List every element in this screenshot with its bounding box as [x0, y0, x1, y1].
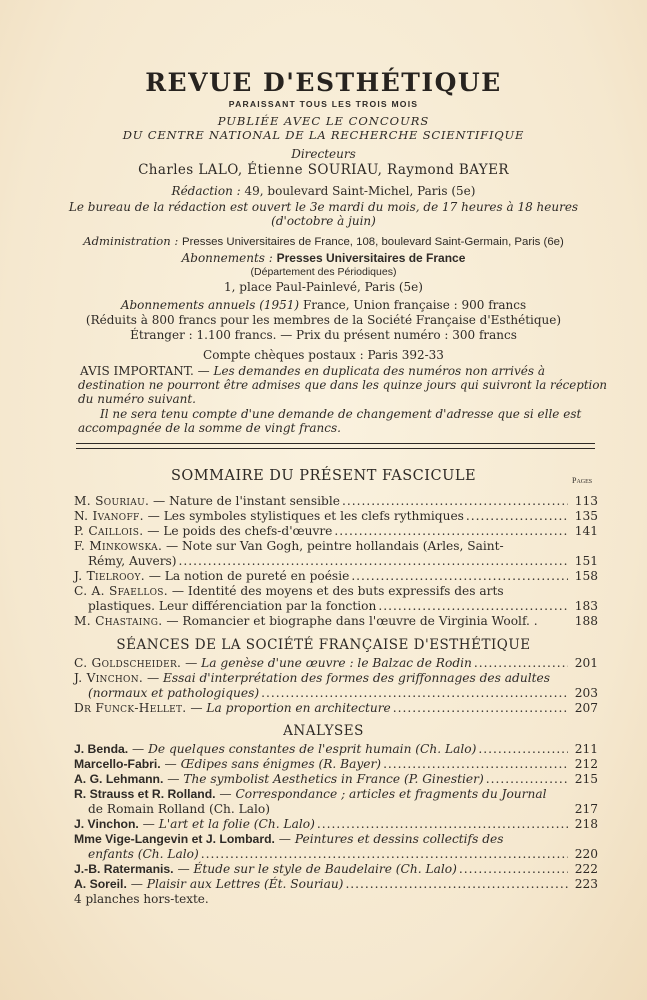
toc-title-cont: de Romain Rolland (Ch. Lalo) [88, 802, 270, 816]
toc-page: 151 [574, 554, 598, 568]
toc-author: J.-B. Ratermanis. [74, 862, 174, 876]
published-line-2: DU CENTRE NATIONAL DE LA RECHERCHE SCIENTIFIQUE [122, 128, 525, 142]
seances-heading: SÉANCES DE LA SOCIÉTÉ FRANÇAISE D'ESTHÉTIQUE [116, 637, 531, 653]
avis-label: AVIS IMPORTANT. — [80, 364, 214, 378]
toc-page: 215 [574, 772, 598, 786]
toc-entry [74, 787, 598, 817]
toc-entry [74, 817, 598, 832]
toc-leader [201, 847, 568, 862]
toc-entry [74, 524, 598, 539]
annual-label: Abonnements annuels (1951) [120, 298, 300, 312]
toc-entry [74, 584, 598, 614]
toc-author: Marcello-Fabri. [74, 757, 161, 771]
toc-author: A. G. Lehmann. [74, 772, 164, 786]
toc-author: M. Chastaing. [74, 614, 163, 628]
toc-title: — Le poids des chefs-d'œuvre [143, 524, 333, 538]
frequency-line: PARAISSANT TOUS LES TROIS MOIS [228, 99, 419, 109]
administration-label: Administration : [83, 234, 183, 248]
toc-author: C. Goldscheider. [74, 656, 182, 670]
postal-line: Compte chèques postaux : Paris 392-33 [203, 348, 444, 362]
sommaire-heading: SOMMAIRE DU PRÉSENT FASCICULE [170, 468, 477, 484]
avis-line-2: destination ne pourront être admises que dans les quinze jours qui suivront la réception [78, 378, 608, 392]
toc-leader [334, 524, 568, 539]
toc-leader [459, 862, 568, 877]
toc-leader [179, 554, 568, 569]
toc-author: J. Tielrooy. [74, 569, 145, 583]
administration-line [0, 234, 647, 248]
divider-rule-top [76, 443, 595, 444]
avis-line-3: du numéro suivant. [78, 392, 196, 406]
analyses-heading: ANALYSES [283, 723, 364, 739]
toc-leader [478, 742, 568, 757]
avis-line-1 [80, 364, 545, 378]
toc-author: N. Ivanoff. [74, 509, 144, 523]
toc-page: 201 [574, 656, 598, 670]
toc-entry [74, 772, 598, 787]
avis-line-4: Il ne sera tenu compte d'une demande de changement d'adresse que si elle est [100, 407, 582, 421]
toc-page: 113 [574, 494, 598, 508]
toc-page: 188 [574, 614, 598, 628]
toc-entry [74, 569, 598, 584]
toc-page: 222 [574, 862, 598, 876]
toc-page: 183 [574, 599, 598, 613]
toc-entry [74, 701, 598, 716]
toc-author: P. Caillois. [74, 524, 144, 538]
toc-author: J. Vinchon. [74, 817, 139, 831]
toc-title-cont: (normaux et pathologiques) [88, 686, 260, 700]
abonnements-line [0, 251, 647, 265]
toc-author: Dr Funck-Hellet. [74, 701, 187, 715]
administration-address: Presses Universitaires de France, 108, boulevard Saint-Germain, Paris (6e) [182, 236, 564, 248]
toc-author: A. Soreil. [74, 877, 127, 891]
seances-list [74, 656, 598, 716]
plates-note: 4 planches hors-texte. [74, 892, 209, 906]
toc-page: 141 [574, 524, 598, 538]
toc-leader [466, 509, 568, 524]
toc-title: — L'art et la folie (Ch. Lalo) [138, 817, 315, 831]
sommaire-list [74, 494, 598, 629]
bureau-line-1: Le bureau de la rédaction est ouvert le 3e mardi du mois, de 17 heures à 18 heures [68, 200, 579, 214]
toc-leader [378, 599, 568, 614]
toc-author: J. Benda. [74, 742, 129, 756]
toc-entry [74, 757, 598, 772]
toc-title-cont: enfants (Ch. Lalo) [88, 847, 199, 861]
toc-leader [342, 494, 568, 509]
toc-leader [486, 772, 568, 787]
toc-entry [74, 509, 598, 524]
toc-entry [74, 862, 598, 877]
toc-title-cont: Rémy, Auvers) [88, 554, 177, 568]
toc-entry [74, 877, 598, 892]
toc-entry [74, 656, 598, 671]
toc-leader [383, 757, 568, 772]
toc-page: 135 [574, 509, 598, 523]
pages-label: Pages [572, 476, 593, 485]
published-line-1: PUBLIÉE AVEC LE CONCOURS [217, 114, 430, 128]
toc-title: — Plaisir aux Lettres (Ét. Souriau) [126, 877, 344, 891]
toc-entry [74, 539, 598, 569]
toc-page: 203 [574, 686, 598, 700]
toc-author: R. Strauss et R. Rolland. [74, 787, 216, 801]
toc-entry [74, 742, 598, 757]
annual-price: France, Union française : 900 francs [299, 298, 527, 312]
toc-entry [74, 832, 598, 862]
toc-entry [74, 671, 598, 701]
toc-page: 211 [574, 742, 598, 756]
abonnements-label: Abonnements : [181, 251, 277, 265]
toc-title: — Étude sur le style de Baudelaire (Ch. Lalo) [173, 862, 457, 876]
toc-title: — Peintures et dessins collectifs des [274, 832, 504, 846]
toc-title: — Note sur Van Gogh, peintre hollandais (Arles, Saint- [162, 539, 504, 553]
toc-page: 207 [574, 701, 598, 715]
toc-leader [474, 656, 568, 671]
toc-title: — Romancier et biographe dans l'œuvre de Virginia Woolf. . [162, 614, 538, 628]
redaction-line [0, 184, 647, 198]
toc-page: 158 [574, 569, 598, 583]
annual-line [0, 298, 647, 312]
toc-page: 218 [574, 817, 598, 831]
toc-page: 220 [574, 847, 598, 861]
bureau-line-2: (d'octobre à juin) [271, 214, 376, 228]
foreign-line: Étranger : 1.100 francs. — Prix du présent numéro : 300 francs [130, 328, 517, 342]
toc-entry [74, 614, 598, 629]
redaction-address: 49, boulevard Saint-Michel, Paris (5e) [240, 184, 476, 198]
redaction-label: Rédaction : [171, 184, 241, 198]
toc-title: — Œdipes sans énigmes (R. Bayer) [160, 757, 382, 771]
toc-title: — Correspondance ; articles et fragments du Journal [215, 787, 547, 801]
toc-author: Mme Vige-Langevin et J. Lombard. [74, 832, 275, 846]
analyses-list [74, 742, 598, 892]
toc-leader [261, 686, 568, 701]
toc-title: — La proportion en architecture [186, 701, 391, 715]
toc-title-cont: plastiques. Leur différenciation par la fonction [88, 599, 377, 613]
toc-leader [317, 817, 568, 832]
toc-author: C. A. Sfaellos. [74, 584, 168, 598]
toc-title: — The symbolist Aesthetics in France (P. Ginestier) [163, 772, 484, 786]
toc-entry [74, 494, 598, 509]
toc-title: — Les symboles stylistiques et les clefs rythmiques [143, 509, 464, 523]
avis-line-5: accompagnée de la somme de vingt francs. [78, 421, 341, 435]
toc-leader [345, 877, 568, 892]
toc-page: 223 [574, 877, 598, 891]
toc-author: M. Souriau. [74, 494, 150, 508]
toc-page: 212 [574, 757, 598, 771]
toc-title: — Identité des moyens et des buts expressifs des arts [167, 584, 504, 598]
toc-title: — Essai d'interprétation des formes des griffonnages des adultes [143, 671, 550, 685]
toc-title: — De quelques constantes de l'esprit humain (Ch. Lalo) [128, 742, 477, 756]
toc-title: — La genèse d'une œuvre : le Balzac de Rodin [181, 656, 472, 670]
abonnements-publisher: Presses Universitaires de France [276, 251, 466, 265]
directors-names: Charles LALO, Étienne SOURIAU, Raymond BAYER [138, 162, 509, 178]
toc-leader [393, 701, 568, 716]
toc-page: 217 [574, 802, 598, 816]
avis-text-1: Les demandes en duplicata des numéros non arrivés à [213, 364, 546, 378]
toc-author: J. Vinchon. [74, 671, 144, 685]
place-line: 1, place Paul-Painlevé, Paris (5e) [224, 280, 423, 294]
journal-title: REVUE D'ESTHÉTIQUE [145, 68, 502, 97]
directors-label: Directeurs [291, 147, 356, 161]
toc-title: — Nature de l'instant sensible [149, 494, 340, 508]
toc-leader [351, 569, 568, 584]
department-line: (Département des Périodiques) [250, 266, 397, 278]
divider-rule-bottom [76, 448, 595, 449]
reduced-line: (Réduits à 800 francs pour les membres de la Société Française d'Esthétique) [85, 313, 562, 327]
toc-author: F. Minkowska. [74, 539, 163, 553]
toc-title: — La notion de pureté en poésie [144, 569, 350, 583]
